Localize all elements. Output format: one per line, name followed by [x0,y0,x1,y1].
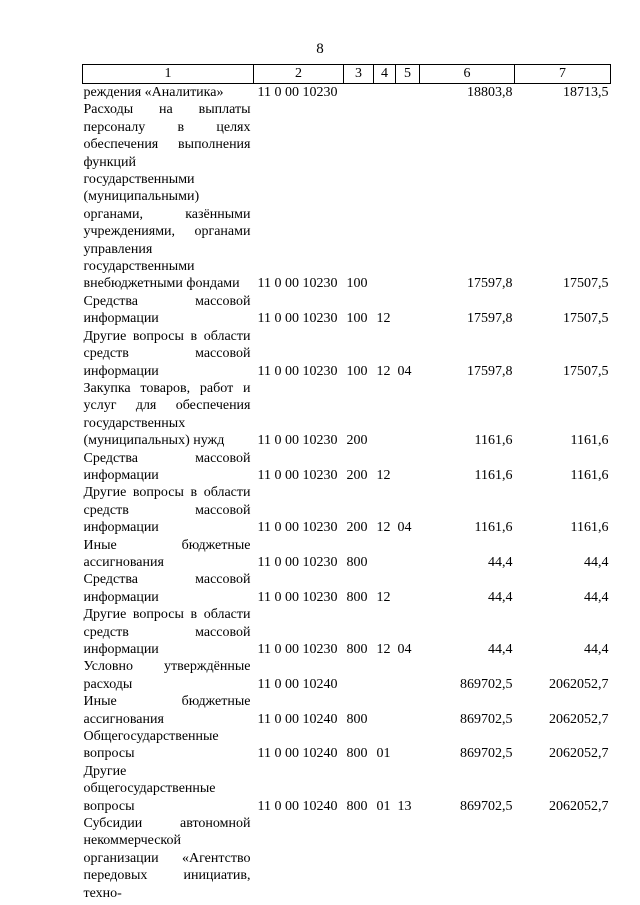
row-name: Расходы на выплаты персоналу в целях обеспечения выполнения функций государственными (муниципальными) органами, казёнными учреждениями, органами управления государственными внебюджетными фондами [83,102,251,292]
section-code: 12 [376,311,391,327]
page-number: 8 [316,41,324,57]
column-header: 7 [515,65,611,84]
expense-type-code: 200 [346,467,368,483]
subsection-code [396,693,420,728]
section-code [374,658,396,693]
row-name: Другие вопросы в области средств массовой информации [83,485,251,536]
amount-year-1 [420,815,515,902]
expense-type-code: 800 [346,642,368,657]
amount-year-1: 869702,5 [460,746,513,762]
amount-year-1: 44,4 [488,589,513,605]
table-row [83,728,611,763]
subsection-code: 04 [397,520,412,536]
table-row [83,658,611,693]
section-code [374,101,396,292]
target-article-code: 11 0 00 10240 [257,676,338,692]
table-row [83,606,611,658]
table-header-row [83,65,611,84]
amount-year-2: 17507,5 [563,276,609,292]
table-row [83,84,611,102]
amount-year-2: 17507,5 [563,311,609,327]
section-code: 12 [376,589,391,605]
subsection-code [396,450,420,485]
expense-type-code: 800 [346,798,368,814]
table-row [83,537,611,572]
expense-type-code [344,658,374,693]
amount-year-2: 2062052,7 [549,676,609,692]
table-row [83,293,611,328]
table-row [83,693,611,728]
row-name: Иные бюджетные ассигнования [83,537,251,570]
amount-year-2: 2062052,7 [549,798,609,814]
amount-year-2: 44,4 [584,589,609,605]
expense-type-code: 800 [346,589,368,605]
table-row [83,484,611,536]
amount-year-1: 869702,5 [460,711,513,727]
section-code [374,693,396,728]
table-row [83,101,611,292]
amount-year-2: 44,4 [584,554,609,570]
column-header: 4 [374,65,396,84]
subsection-code [396,728,420,763]
table-row [83,763,611,815]
amount-year-2 [515,815,611,902]
section-code: 12 [376,642,391,657]
section-code: 12 [376,363,391,379]
target-article-code: 11 0 00 10230 [257,467,338,483]
target-article-code: 11 0 00 10230 [257,520,338,536]
column-header: 5 [396,65,420,84]
subsection-code [396,84,420,102]
amount-year-2: 1161,6 [570,433,609,449]
section-code: 01 [376,798,391,814]
expense-type-code: 800 [346,554,368,570]
amount-year-1: 44,4 [488,554,513,570]
target-article-code: 11 0 00 10230 [257,433,338,449]
target-article-code: 11 0 00 10230 [257,85,338,100]
subsection-code [396,658,420,693]
amount-year-1: 44,4 [488,642,513,657]
amount-year-1: 869702,5 [460,798,513,814]
row-name: Условно утверждённые расходы [83,659,251,692]
subsection-code [396,815,420,902]
amount-year-1: 869702,5 [460,676,513,692]
section-code: 12 [376,467,391,483]
target-article-code: 11 0 00 10240 [257,711,338,727]
column-header: 1 [83,65,254,84]
amount-year-2: 2062052,7 [549,746,609,762]
table-row [83,815,611,902]
subsection-code [396,380,420,450]
expense-type-code: 800 [346,711,368,727]
budget-table [82,64,611,902]
target-article-code: 11 0 00 10230 [257,363,338,379]
column-header: 6 [420,65,515,84]
expense-type-code: 100 [346,276,368,292]
subsection-code: 13 [397,798,412,814]
amount-year-1: 1161,6 [474,467,513,483]
subsection-code [396,571,420,606]
row-name: Субсидии автономной некоммерческой организации «Агентство передовых инициатив, техно- [83,816,251,901]
target-article-code: 11 0 00 10230 [257,642,338,657]
section-code [374,84,396,102]
table-row [83,571,611,606]
amount-year-2: 44,4 [584,642,609,657]
section-code: 12 [376,520,391,536]
table-row [83,328,611,380]
target-article-code: 11 0 00 10230 [257,276,338,292]
expense-type-code: 200 [346,520,368,536]
subsection-code [396,293,420,328]
subsection-code: 04 [397,363,412,379]
section-code [374,815,396,902]
section-code [374,537,396,572]
column-header: 3 [344,65,374,84]
amount-year-1: 1161,6 [474,433,513,449]
table-row [83,450,611,485]
expense-type-code: 100 [346,311,368,327]
amount-year-2: 1161,6 [570,467,609,483]
subsection-code [396,537,420,572]
amount-year-2: 1161,6 [570,520,609,536]
target-article-code: 11 0 00 10230 [257,554,338,570]
expense-type-code [344,815,374,902]
amount-year-2: 2062052,7 [549,711,609,727]
amount-year-1: 18803,8 [467,85,513,100]
subsection-code [396,101,420,292]
expense-type-code [344,84,374,102]
amount-year-1: 17597,8 [467,276,513,292]
row-name: Средства массовой информации [83,293,251,327]
target-article-code: 11 0 00 10240 [257,798,338,814]
expense-type-code: 200 [346,433,368,449]
target-article-code: 11 0 00 10230 [257,589,338,605]
row-name: Закупка товаров, работ и услуг для обеспечения государственных (муниципальных) нужд [83,380,251,449]
amount-year-1: 17597,8 [467,363,513,379]
row-name: Другие вопросы в области средств массовой информации [83,328,251,379]
amount-year-2: 17507,5 [563,363,609,379]
target-article-code: 11 0 00 10230 [257,311,338,327]
column-header: 2 [254,65,344,84]
row-name: Иные бюджетные ассигнования [83,694,251,727]
section-code [374,380,396,450]
target-article-code: 11 0 00 10240 [257,746,338,762]
amount-year-2: 18713,5 [563,85,609,100]
table-body [83,84,611,903]
row-name: Средства массовой информации [83,450,251,483]
row-name: Общегосударственные вопросы [83,729,219,762]
subsection-code: 04 [397,642,412,657]
expense-type-code: 100 [346,363,368,379]
table-row [83,380,611,450]
amount-year-1: 1161,6 [474,520,513,536]
expense-type-code: 800 [346,746,368,762]
section-code: 01 [376,746,391,762]
row-name: Средства массовой информации [83,572,251,605]
target-article-code [254,815,344,902]
row-name: реждения «Аналитика» [83,85,224,100]
row-name: Другие вопросы в области средств массовой информации [83,607,251,657]
row-name: Другие общегосударственные вопросы [83,763,216,814]
amount-year-1: 17597,8 [467,311,513,327]
